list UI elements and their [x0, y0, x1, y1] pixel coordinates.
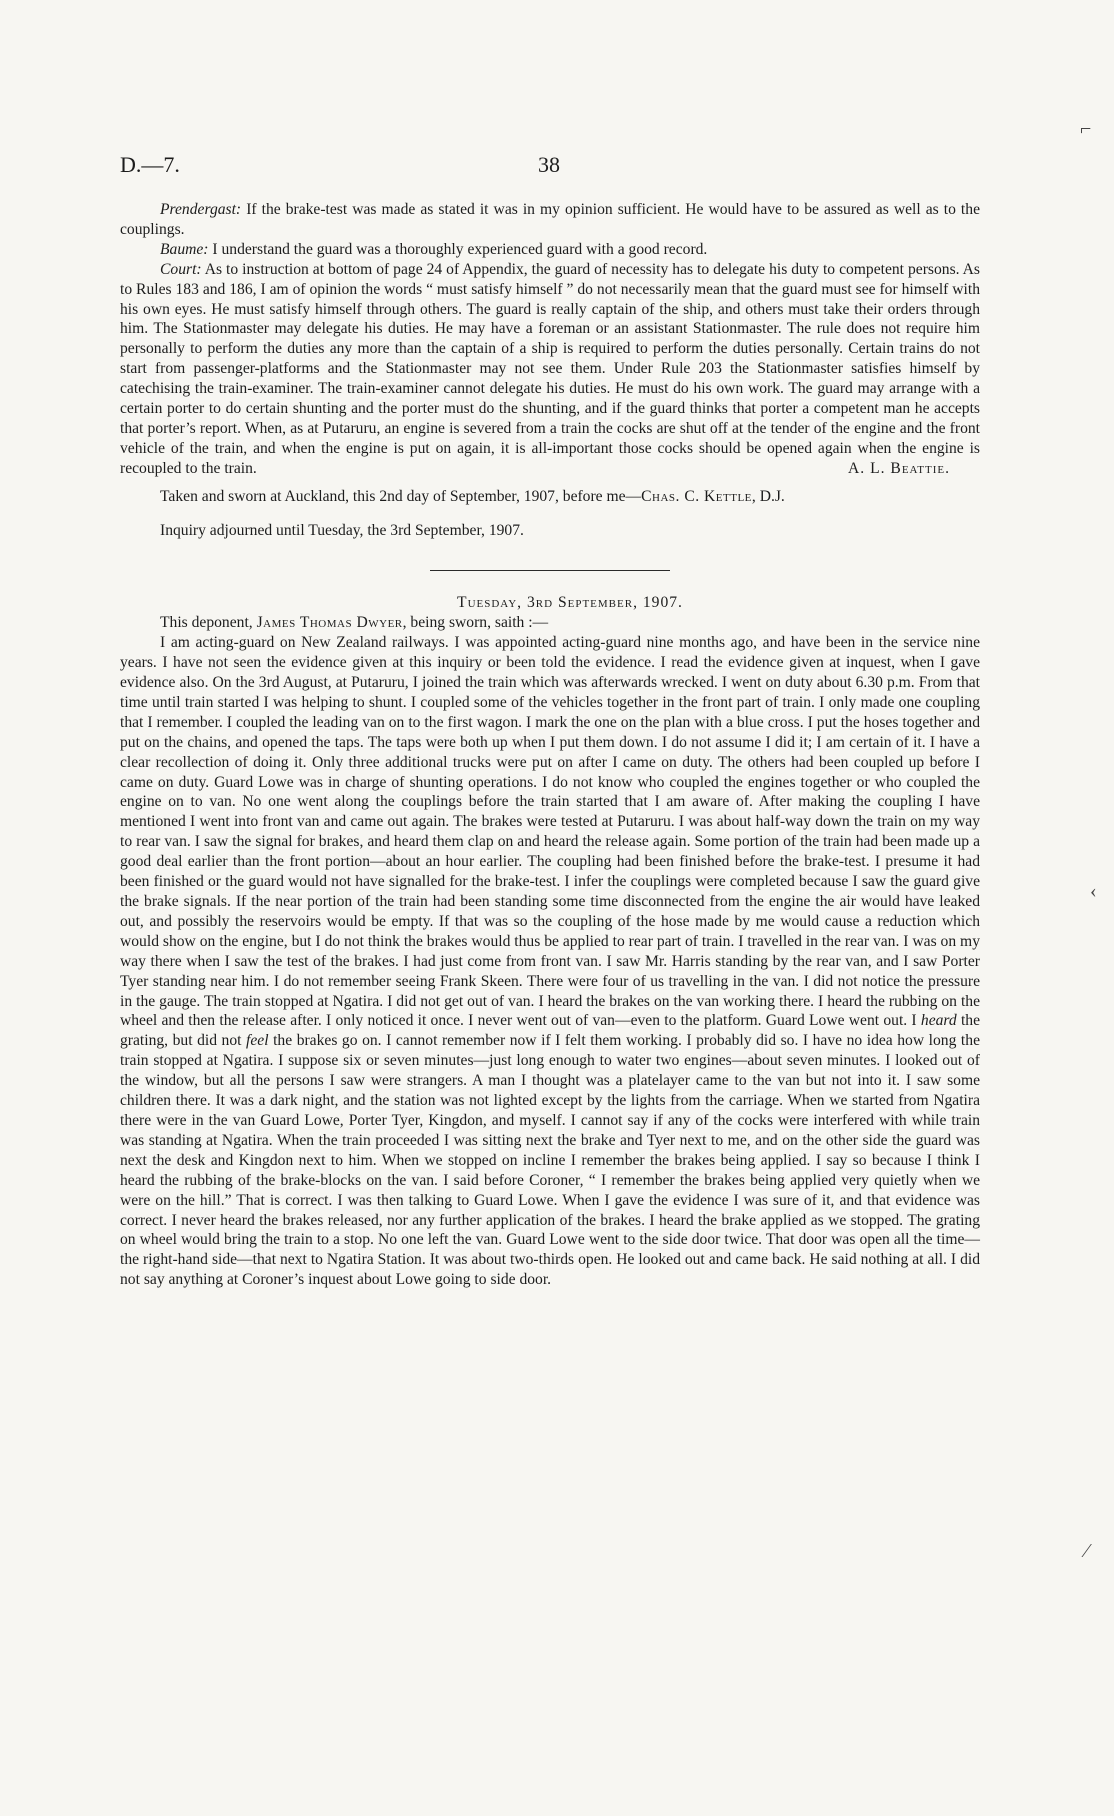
paragraph-text: If the brake-test was made as stated it was in my opinion sufficient. He would have to be assured as well as to the couplings. [120, 201, 980, 238]
adjournment-note: Inquiry adjourned until Tuesday, the 3rd September, 1907. [160, 521, 524, 539]
testimony-emphasis: heard [920, 1012, 957, 1030]
document-reference: D.—7. [120, 152, 180, 177]
deponent-text: This deponent, [160, 614, 257, 632]
paragraph-court [120, 260, 980, 479]
deponent-name: James Thomas Dwyer [256, 614, 403, 632]
speaker-name: Court: [160, 260, 202, 278]
paragraph-text: As to instruction at bottom of page 24 of Appendix, the guard of necessity has to delegate his duty to competent persons. As to Rules 183 and 186, I am of opinion the words “ must satisfy himself ” do not necessarily mean that the guard must see for himself with his own eyes. He must satisfy himself through others. The guard is really captain of the ship, and others must take their orders through him. The Stationmaster may delegate his duties. He may have a foreman or an assistant Stationmaster. The rule does not require him personally to perform the duties any more than the captain of a ship is required to perform the duties personally. Certain trains do not start from passenger-platforms and the Stationmaster may not see them. Under Rule 203 the Stationmaster satisfies himself by catechising the train-examiner. The train-examiner cannot delegate his duties. He must do his own work. The guard may arrange with a certain porter to do certain shunting and the porter must do the shunting, and if the guard thinks that porter a competent man he accepts that porter’s report. When, as at Putaruru, an engine is severed from a train the cocks are shut off at the tender of the engine and the front vehicle of the train, and when the engine is put on again, it is all-important those cocks should be opened again when the engine is recoupled to the train. [120, 260, 980, 477]
testimony-text: the brakes go on. I cannot remember now if I felt them working. I probably did so. I have no idea how long the train stopped at Ngatira. I suppose six or seven minutes—just long enough to water two engines—about seven minutes. I looked out of the window, but all the persons I saw were strangers. A man I thought was a platelayer came to the van but not into it. I saw some children there. It was a dark night, and the station was not lighted except by the lights from the carriage. When we started from Ngatira there were in the van Guard Lowe, Porter Tyer, Kingdon, and myself. I cannot say if any of the cocks were interfered with while train was standing at Ngatira. When the train proceeded I was sitting next the brake and Tyer next to me, and on the other side the guard was next the desk and Kingdon next to him. When we stopped on incline I remember the brakes being applied. I say so because I think I heard the rubbing of the brake-blocks on the van. I said before Coroner, “ I remember the brakes being applied very quietly when we were on the hill.” That is correct. I was then talking to Guard Lowe. When I gave the evidence I was sure of it, and that evidence was correct. I never heard the brakes released, nor any further application of the brakes. I heard the brake applied as we stopped. The grating on wheel would bring the train to a stop. No one left the van. Guard Lowe went to the side door twice. That door was open all the time—the right-hand side—that next to Ngatira Station. It was about two-thirds open. He looked out and came back. He said nothing at all. I did not say anything at Coroner’s inquest about Lowe going to side door. [120, 1032, 980, 1289]
deponent-text: , being sworn, saith :— [402, 614, 549, 632]
sworn-statement [120, 487, 980, 507]
testimony-emphasis: feel [246, 1032, 269, 1050]
paragraph-text: I understand the guard was a thoroughly experienced guard with a good record. [208, 240, 708, 258]
date-heading: Tuesday, 3rd September, 1907. [457, 594, 683, 612]
page-header [120, 152, 980, 180]
margin-mark-middle: ‹ [1090, 880, 1097, 902]
margin-mark-bottom: ⁄ [1085, 1540, 1089, 1562]
section-divider [430, 570, 670, 571]
sworn-title: , D.J. [751, 487, 785, 505]
sworn-official: Chas. C. Kettle [641, 487, 752, 505]
document-body [120, 200, 980, 1290]
testimony-text: the grating, but did not [120, 1012, 981, 1050]
speaker-name: Baume: [160, 240, 209, 258]
paragraph-baume [120, 240, 980, 260]
paragraph-prendergast [120, 200, 980, 240]
testimony-text: I am acting-guard on New Zealand railways. I was appointed acting-guard nine months ago, and have been in the service nine years. I have not seen the evidence given at this inquiry or been told the evidence. I read the evidence given at inquest, when I gave evidence also. On the 3rd August, at Putaruru, I joined the train which was afterwards wrecked. I went on duty about 6.30 p.m. From that time until train started I was helping to shunt. I coupled some of the vehicles together in the front part of train. I only made one coupling that I remember. I coupled the leading van on to the first wagon. I mark the one on the plan with a blue cross. I put the hoses together and put on the chains, and opened the taps. The taps were both up when I put them down. I do not assume I did it; I am certain of it. I have a clear recollection of doing it. Only three additional trucks were put on after I came on duty. The others had been coupled up before I came on duty. Guard Lowe was in charge of shunting operations. I do not know who coupled the engines together or who coupled the engine on to van. No one went along the couplings before the train started that I am aware of. After making the coupling I have mentioned I went into front van and came out again. The brakes were tested at Putaruru. I was about half-way down the train on my way to rear van. I saw the signal for brakes, and heard them clap on and heard the release again. Some portion of the train had been made up a good deal earlier than the front portion—about an hour earlier. The coupling had been finished before the brake-test. I presume it had been finished or the guard would not have signalled for the brake-test. I infer the couplings were completed because I saw the guard give the brake signals. If the near portion of the train had been standing some time disconnected from the engine the air would have leaked out, and possibly the reservoirs would be empty. If that was so the coupling of the hose made by me would cause a reduction which would show on the engine, but I do not think the brakes would thus be applied to rear part of train. I travelled in the rear van. I was on my way there when I saw the test of the brakes. I had just come from front van. I saw Mr. Harris standing by the rear van, and I saw Porter Tyer standing near him. I do not remember seeing Frank Skeen. There were four of us travelling in the van. I did not notice the pressure in the gauge. The train stopped at Ngatira. I did not get out of van. I heard the brakes on the van working there. I heard the rubbing on the wheel and then the release after. I only noticed it once. I never went out of van—even to the platform. Guard Lowe went out. I [120, 634, 980, 1030]
testimony [120, 633, 980, 1290]
margin-mark-top: ⌐ [1080, 118, 1092, 140]
signature: A. L. Beattie. [848, 459, 950, 477]
deponent-intro [120, 613, 980, 633]
sworn-text: Taken and sworn at Auckland, this 2nd day of September, 1907, before me— [160, 487, 642, 505]
page-number: 38 [538, 152, 560, 177]
speaker-name: Prendergast: [160, 201, 242, 218]
